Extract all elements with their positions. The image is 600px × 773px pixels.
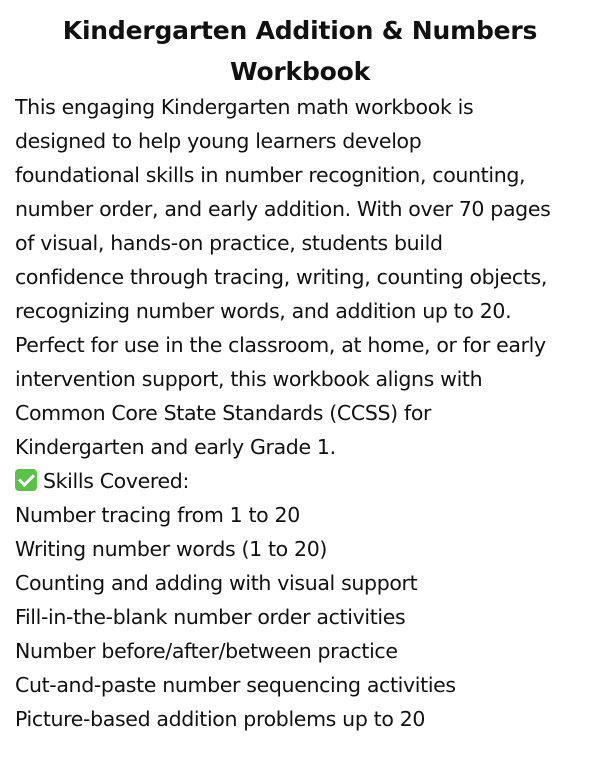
- description-line: Kindergarten and early Grade 1.: [15, 435, 336, 459]
- check-mark-icon: [15, 469, 37, 491]
- skill-item: Number before/after/between practice: [15, 639, 398, 663]
- skill-item: Picture-based addition problems up to 20: [15, 707, 426, 731]
- description-line: recognizing number words, and addition up to 20.: [15, 299, 512, 323]
- description-line: Common Core State Standards (CCSS) for: [15, 401, 432, 425]
- description-line: of visual, hands-on practice, students build: [15, 231, 443, 255]
- description-line: confidence through tracing, writing, counting objects,: [15, 265, 548, 289]
- description-line: foundational skills in number recognition, counting,: [15, 163, 526, 187]
- skill-item: Number tracing from 1 to 20: [15, 503, 300, 527]
- description-line: designed to help young learners develop: [15, 129, 422, 153]
- description-line: number order, and early addition. With over 70 pages: [15, 197, 551, 221]
- skill-item: Fill-in-the-blank number order activities: [15, 605, 406, 629]
- title-line-2: Workbook: [229, 57, 371, 86]
- title-line-1: Kindergarten Addition & Numbers: [62, 16, 538, 45]
- description-line: This engaging Kindergarten math workbook is: [15, 95, 474, 119]
- skills-heading: [15, 466, 189, 496]
- description-line: Perfect for use in the classroom, at home, or for early: [15, 333, 546, 357]
- skill-item: Writing number words (1 to 20): [15, 537, 328, 561]
- skill-item: Counting and adding with visual support: [15, 571, 418, 595]
- skill-item: Cut-and-paste number sequencing activities: [15, 673, 456, 697]
- description-line: intervention support, this workbook aligns with: [15, 367, 483, 391]
- skills-heading-label: Skills Covered:: [43, 469, 190, 493]
